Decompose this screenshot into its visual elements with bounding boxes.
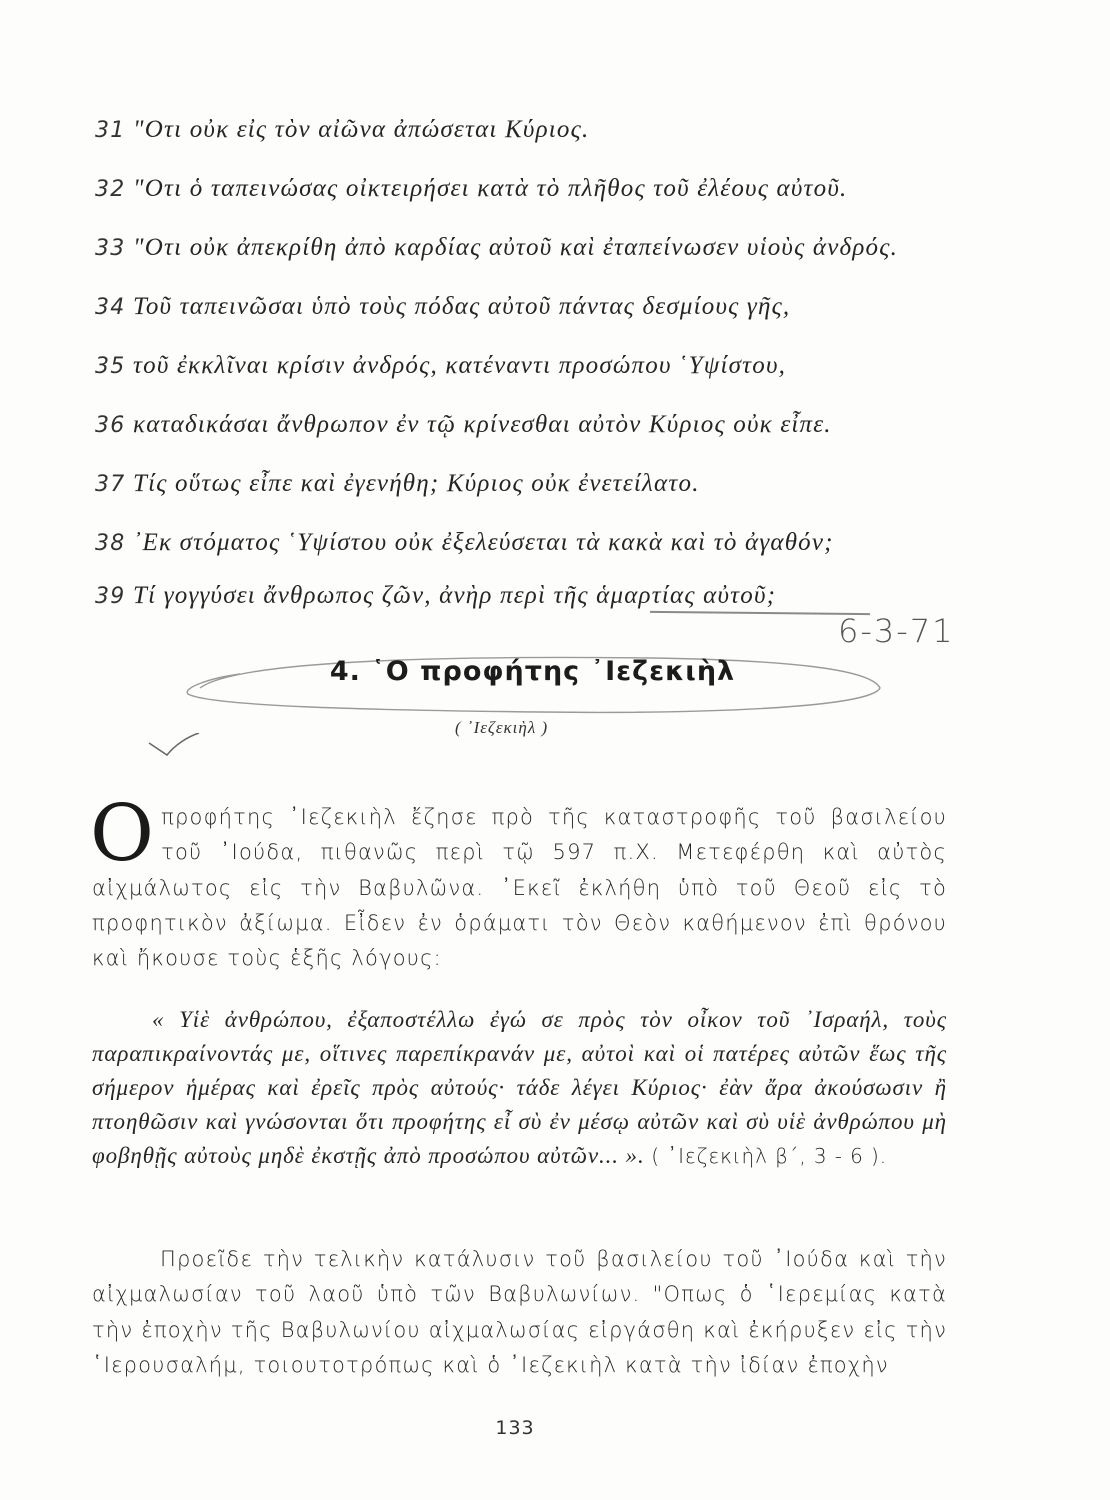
verse-number: 32 — [95, 177, 126, 202]
page-number: 133 — [495, 1417, 535, 1439]
verse-text: καταδικάσαι ἄνθρωπον ἐν τῷ κρίνεσθαι αὐτὸν Κύριος οὐκ εἶπε. — [133, 411, 832, 438]
verse-38 — [95, 529, 834, 557]
verse-number: 37 — [95, 472, 126, 497]
pencil-checkmark-icon — [147, 733, 207, 763]
verse-text: Τίς οὕτως εἶπε καὶ ἐγενήθη; Κύριος οὐκ ἐνετείλατο. — [133, 470, 700, 497]
verse-39 — [95, 582, 776, 610]
verse-text: ᾿Εκ στόματος ῾Υψίστου οὐκ ἐξελεύσεται τὰ κακὰ καὶ τὸ ἀγαθόν; — [133, 529, 834, 556]
verse-text: Τί γογγύσει ἄνθρωπος ζῶν, ἀνὴρ περὶ τῆς ἁμαρτίας αὐτοῦ; — [133, 582, 777, 609]
verse-number: 34 — [95, 295, 126, 320]
quote-reference: ( ᾿Ιεζεκιὴλ β΄, 3 - 6 ). — [651, 1144, 887, 1168]
verse-number: 38 — [95, 531, 126, 556]
verse-31 — [95, 116, 589, 144]
intro-paragraph-text: προφήτης ᾿Ιεζεκιὴλ ἔζησε πρὸ τῆς καταστροφῆς τοῦ βασιλείου τοῦ ᾿Ιούδα, πιθανῶς περὶ τῷ 597 π.Χ. Μετεφέρθη καὶ αὐτὸς αἰχμάλωτος εἰς τὴν Βαβυλῶνα. ᾿Εκεῖ ἐκλήθη ὑπὸ τοῦ Θεοῦ εἰς τὸ προφητικὸν ἀξίωμα. Εἶδεν ἐν ὁράματι τὸν Θεὸν καθήμενον ἐπὶ θρόνου καὶ ἤκουσε τοὺς ἑξῆς λόγους: — [92, 805, 947, 971]
verse-number: 33 — [95, 236, 126, 261]
verse-number: 39 — [95, 584, 126, 609]
verse-text: "Οτι οὐκ ἀπεκρίθη ἀπὸ καρδίας αὐτοῦ καὶ ἐταπείνωσεν υἱοὺς ἀνδρός. — [133, 234, 899, 261]
verse-37 — [95, 470, 700, 498]
verse-text: Τοῦ ταπεινῶσαι ὑπὸ τοὺς πόδας αὐτοῦ πάντας δεσμίους γῆς, — [133, 293, 791, 320]
verse-number: 31 — [95, 118, 126, 143]
verse-number: 35 — [95, 354, 126, 379]
verse-34 — [95, 293, 790, 321]
drop-cap: Ο — [90, 789, 156, 879]
handwritten-date: 6-3-71 — [838, 612, 955, 650]
verse-text: "Οτι οὐκ εἰς τὸν αἰῶνα ἀπώσεται Κύριος. — [133, 116, 590, 143]
pencil-underline — [650, 611, 870, 615]
verse-32 — [95, 175, 848, 203]
section-subtitle: ( ᾿Ιεζεκιὴλ ) — [455, 718, 549, 737]
second-paragraph: Προεῖδε τὴν τελικὴν κατάλυσιν τοῦ βασιλείου τοῦ ᾿Ιούδα καὶ τὴν αἰχμαλωσίαν τοῦ λαοῦ ὑπὸ τῶν Βαβυλωνίων. "Οπως ὁ ῾Ιερεμίας κατὰ τὴν ἐποχὴν τῆς Βαβυλωνίου αἰχμαλωσίας εἰργάσθη καὶ ἐκήρυξεν εἰς τὴν ῾Ιερουσαλήμ, τοιουτοτρόπως καὶ ὁ ᾿Ιεζεκιὴλ κατὰ τὴν ἰδίαν ἐποχὴν — [92, 1247, 947, 1377]
verse-35 — [95, 352, 786, 380]
verse-33 — [95, 234, 898, 262]
verse-36 — [95, 411, 832, 439]
section-heading-block — [180, 648, 885, 716]
verse-text: "Οτι ὁ ταπεινώσας οἰκτειρήσει κατὰ τὸ πλῆθος τοῦ ἐλέους αὐτοῦ. — [133, 175, 848, 202]
section-title: 4. ῾Ο προφήτης ᾿Ιεζεκιὴλ — [329, 656, 736, 687]
verse-number: 36 — [95, 413, 126, 438]
scripture-quote — [92, 1003, 947, 1173]
intro-paragraph — [90, 789, 947, 976]
verse-text: τοῦ ἐκκλῖναι κρίσιν ἀνδρός, κατέναντι προσώπου ῾Υψίστου, — [133, 352, 787, 379]
quote-text: « Υἱὲ ἀνθρώπου, ἐξαποστέλλω ἐγώ σε πρὸς τὸν οἶκον τοῦ ᾿Ισραήλ, τοὺς παραπικραίνοντάς με, οἵτινες παρεπίκρανάν με, αὐτοὶ καὶ οἱ πατέρες αὐτῶν ἕως τῆς σήμερον ἡμέρας καὶ ἐρεῖς πρὸς αὐτούς· τάδε λέγει Κύριος· ἐὰν ἄρα ἀκούσωσιν ἢ πτοηθῶσιν καὶ γνώσονται ὅτι προφήτης εἶ σὺ ἐν μέσῳ αὐτῶν καὶ σὺ υἱὲ ἀνθρώπου μὴ φοβηθῇς αὐτοὺς μηδὲ ἐκστῇς ἀπὸ προσώπου αὐτῶν... ». — [92, 1007, 947, 1168]
